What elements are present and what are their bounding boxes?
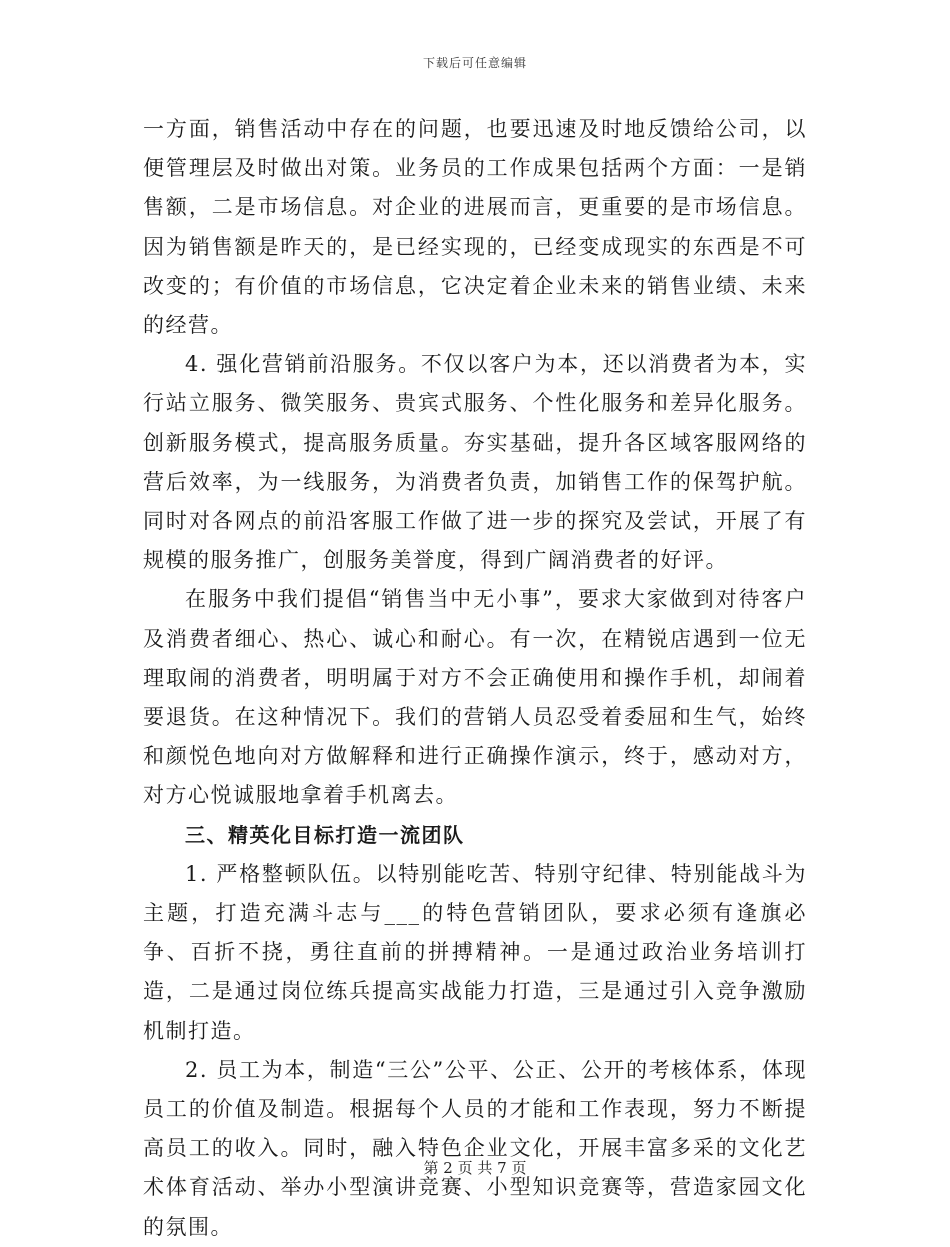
section-heading-elite-team: 三、精英化目标打造一流团队 [185,822,465,847]
paragraph-frontline-service: 4. 强化营销前沿服务。不仅以客户为本，还以消费者为本，实行站立服务、微笑服务、贵宾式服务、个性化服务和差异化服务。创新服务模式，提高服务质量。夯实基础，提升各区域客服网络的营后效率，为一线服务，为消费者负责，加销售工作的保驾护航。同时对各网点的前沿客服工作做了进一步的探究及尝试，开展了有规模的服务推广，创服务美誉度，得到广阔消费者的好评。 [143,352,807,573]
page-number: 第 2 页 共 7 页 [423,1159,527,1177]
paragraph-employee-appraisal: 2. 员工为本，制造“三公”公平、公正、公开的考核体系，体现员工的价值及制造。根据每个人员的才能和工作表现，努力不断提高员工的收入。同时，融入特色企业文化，开展丰富多采的文化艺术体育活动、举办小型演讲竞赛、小型知识竞赛等，营造家园文化的氛围。 [143,1057,807,1239]
header-note: 下载后可任意编辑 [422,56,527,70]
document-body [143,110,807,1247]
paragraph-market-info: 一方面，销售活动中存在的问题，也要迅速及时地反馈给公司，以便管理层及时做出对策。业务员的工作成果包括两个方面：一是销售额，二是市场信息。对企业的进展而言，更重要的是市场信息。因为销售额是昨天的，是已经实现的，已经变成现实的东西是不可改变的；有价值的市场信息，它决定着企业未来的销售业绩、未来的经营。 [143,117,807,338]
paragraph-service-example: 在服务中我们提倡“销售当中无小事”，要求大家做到对待客户及消费者细心、热心、诚心和耐心。有一次，在精锐店遇到一位无理取闹的消费者，明明属于对方不会正确使用和操作手机，却闹着要退货。在这种情况下。我们的营销人员忍受着委屈和生气，始终和颜悦色地向对方做解释和进行正确操作演示，终于，感动对方，对方心悦诚服地拿着手机离去。 [143,587,807,808]
paragraph-team-discipline: 1. 严格整顿队伍。以特别能吃苦、特别守纪律、特别能战斗为主题，打造充满斗志与___的特色营销团队，要求必须有逢旗必争、百折不挠，勇往直前的拼搏精神。一是通过政治业务培训打造，二是通过岗位练兵提高实战能力打造，三是通过引入竞争激励机制打造。 [143,861,807,1043]
